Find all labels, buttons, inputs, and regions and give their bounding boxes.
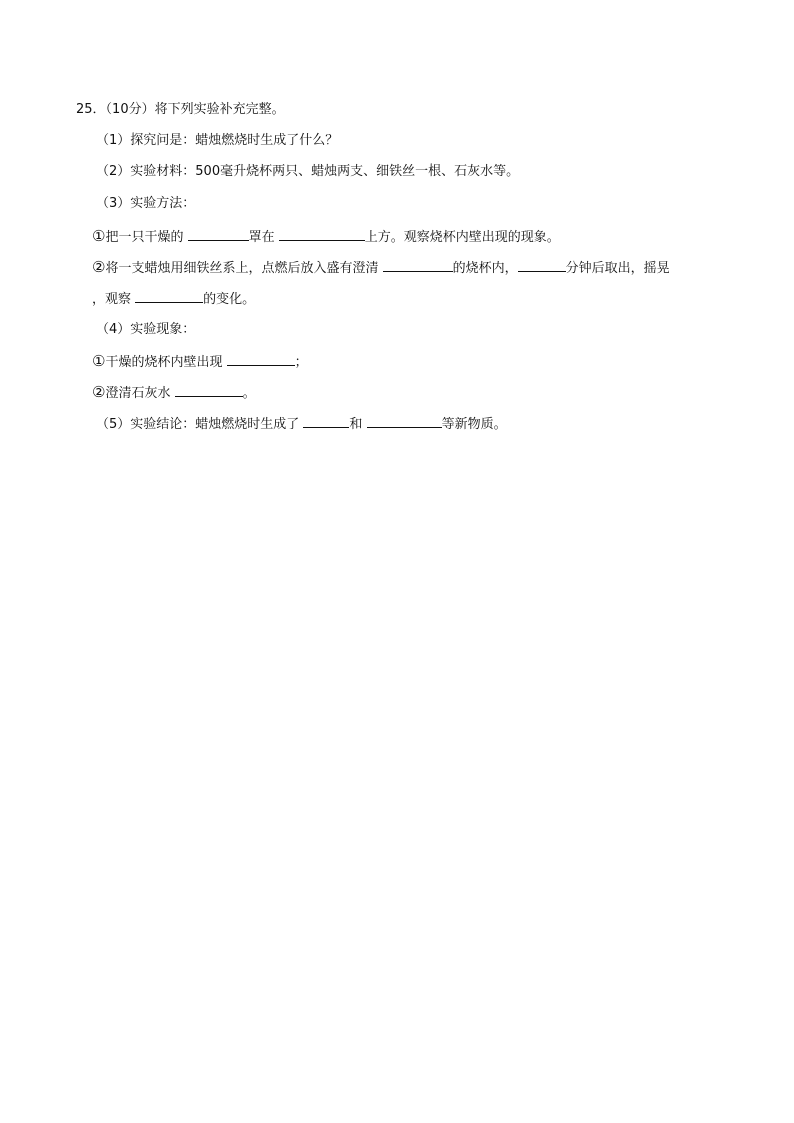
phenomenon-2 [92, 383, 256, 403]
blank-6[interactable] [227, 352, 295, 366]
step-2-text-a: 将一支蜡烛用细铁丝系上，点燃后放入盛有澄清 [105, 261, 379, 276]
step-1-text-a: 把一只干燥的 [105, 230, 184, 245]
step-1-marker: ① [92, 227, 106, 245]
conclusion-text-b: 和 [349, 417, 363, 432]
item-2-text: （2）实验材料：500毫升烧杯两只、蜡烛两支、细铁丝一根、石灰水等。 [96, 164, 520, 179]
item-4-phenomena [96, 321, 195, 339]
method-step-2-continued [92, 289, 255, 309]
blank-5[interactable] [135, 289, 203, 303]
step-2-marker: ② [92, 258, 106, 276]
question-number: 25． [76, 102, 106, 117]
phenomenon-1-text-a: 干燥的烧杯内壁出现 [105, 355, 223, 370]
item-4-text: （4）实验现象： [96, 322, 196, 337]
blank-9[interactable] [367, 414, 442, 428]
blank-8[interactable] [303, 414, 349, 428]
conclusion-text-a: （5）实验结论：蜡烛燃烧时生成了 [96, 417, 300, 432]
phenomenon-1 [92, 352, 308, 372]
blank-1[interactable] [188, 227, 249, 241]
question-score: （10分） [105, 102, 155, 117]
method-step-2 [92, 258, 670, 278]
blank-4[interactable] [518, 258, 566, 272]
phenomenon-2-text-b: 。 [242, 386, 256, 401]
method-step-1 [92, 227, 560, 247]
phenomenon-1-text-b: ； [294, 355, 308, 370]
item-3-text: （3）实验方法： [96, 196, 196, 211]
step-2-text-b: 的烧杯内， [452, 261, 518, 276]
phenomenon-2-marker: ② [92, 383, 106, 401]
step-2-text-d: ，观察 [92, 292, 132, 307]
phenomenon-2-text-a: 澄清石灰水 [105, 386, 171, 401]
blank-2[interactable] [279, 227, 365, 241]
conclusion-text-c: 等新物质。 [441, 417, 507, 432]
blank-7[interactable] [175, 383, 243, 397]
question-prompt: 将下列实验补充完整。 [154, 102, 285, 117]
step-1-text-c: 上方。观察烧杯内壁出现的现象。 [364, 230, 560, 245]
question-header [76, 101, 285, 119]
item-2-materials [96, 163, 519, 181]
item-3-method [96, 195, 195, 213]
step-2-text-e: 的变化。 [203, 292, 256, 307]
item-1-question [96, 132, 338, 150]
step-2-text-c: 分钟后取出，摇晃 [565, 261, 670, 276]
item-5-conclusion [96, 414, 507, 434]
item-1-text: （1）探究问是：蜡烛燃烧时生成了什么？ [96, 133, 339, 148]
phenomenon-1-marker: ① [92, 352, 106, 370]
step-1-text-b: 罩在 [248, 230, 275, 245]
blank-3[interactable] [383, 258, 453, 272]
